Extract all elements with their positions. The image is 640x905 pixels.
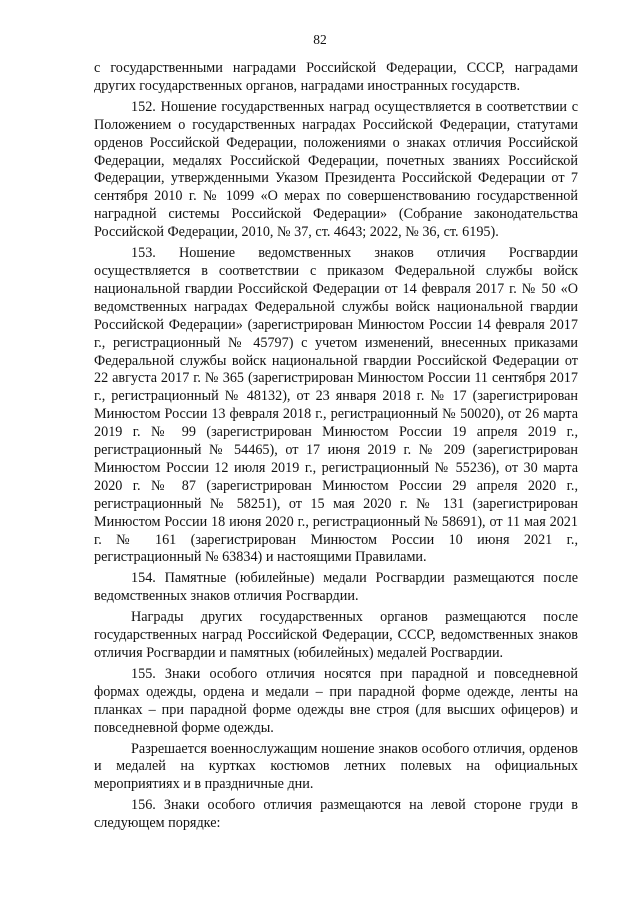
paragraph-permission: Разрешается военнослужащим ношение знаков особого отличия, орденов и медалей на куртках костюмов летних полевых на официальных мероприятиях и в праздничные дни. <box>94 740 578 793</box>
paragraph-154: 154. Памятные (юбилейные) медали Росгвардии размещаются после ведомственных знаков отличия Росгвардии. <box>94 570 578 605</box>
document-body <box>94 60 578 836</box>
paragraph-155: 155. Знаки особого отличия носятся при парадной и повседневной формах одежды, ордена и медали – при парадной форме одежде, ленты на планках – при парадной форме одежды вне строя (для высших офицеров) и повседневной форме одежды. <box>94 665 578 736</box>
page-number: 82 <box>313 32 327 47</box>
paragraph-153: 153. Ношение ведомственных знаков отличия Росгвардии осуществляется в соответствии с приказом Федеральной службы войск национальной гвардии Российской Федерации от 14 февраля 2017 г. № 50 «О ведомственных наградах Федеральной службы войск национальной гвардии Российской Федерации» (зарегистрирован Минюстом России 14 февраля 2017 г., регистрационный № 45797) с учетом изменений, внесенных приказами Федеральной службы войск национальной гвардии Российской Федерации от 22 августа 2017 г. № 365 (зарегистрирован Минюстом России 11 сентября 2017 г., регистрационный № 48132), от 23 января 2018 г. № 17 (зарегистрирован Минюстом России 13 февраля 2018 г., регистрационный № 50020), от 26 марта 2019 г. № 99 (зарегистрирован Минюстом России 19 апреля 2019 г., регистрационный № 54465), от 17 июня 2019 г. № 209 (зарегистрирован Минюстом России 12 июля 2019 г., регистрационный № 55236), от 30 марта 2020 г. № 87 (зарегистрирован Минюстом России 29 апреля 2020 г., регистрационный № 58251), от 15 мая 2020 г. № 131 (зарегистрирован Минюстом России 18 июня 2020 г., регистрационный № 58691), от 11 мая 2021 г. № 161 (зарегистрирован Минюстом России 10 июня 2021 г., регистрационный № 63834) и настоящими Правилами. <box>94 245 578 566</box>
paragraph-other-awards: Награды других государственных органов размещаются после государственных наград Российской Федерации, СССР, ведомственных знаков отличия Росгвардии и памятных (юбилейных) медалей Росгвардии. <box>94 609 578 661</box>
paragraph-156: 156. Знаки особого отличия размещаются на левой стороне груди в следующем порядке: <box>94 797 578 832</box>
paragraph-152: 152. Ношение государственных наград осуществляется в соответствии с Положением о государственных наградах Российской Федерации, статутами орденов Российской Федерации, положениями о знаках отличия Российской Федерации, медалях Российской Федерации, почетных званиях Российской Федерации, утвержденными Указом Президента Российской Федерации от 7 сентября 2010 г. № 1099 «О мерах по совершенствованию государственной наградной системы Российской Федерации» (Собрание законодательства Российской Федерации, 2010, № 37, ст. 4643; 2022, № 36, ст. 6195). <box>94 98 578 241</box>
paragraph-continuation: с государственными наградами Российской Федерации, СССР, наградами других государственных органов, наградами иностранных государств. <box>94 60 578 94</box>
